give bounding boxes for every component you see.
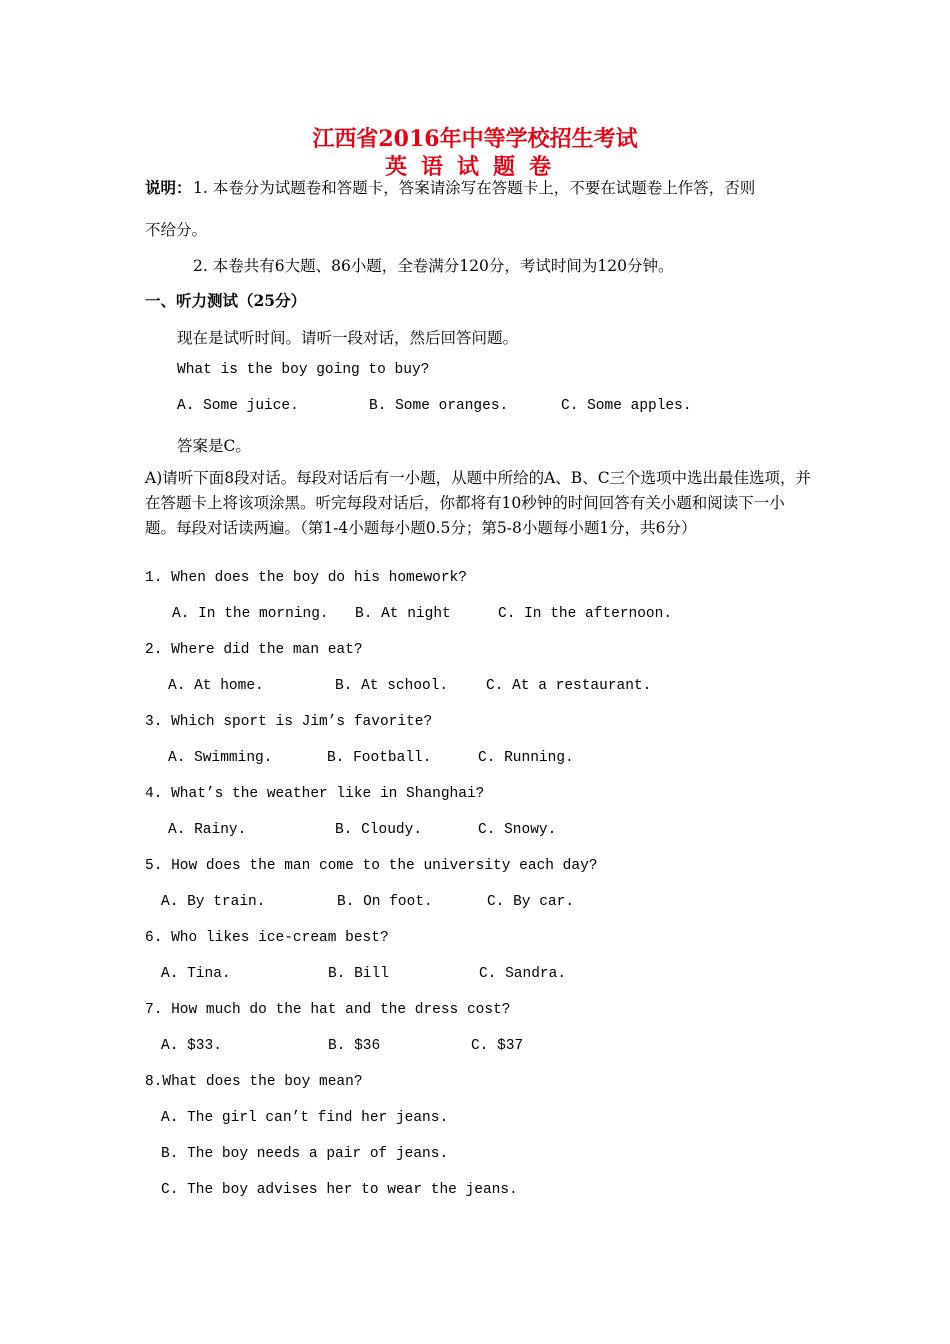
option: C. In the afternoon. — [498, 606, 673, 622]
question: 6. Who likes ice-cream best? — [145, 930, 389, 946]
option: B. On foot. — [337, 894, 433, 910]
sample-intro: 现在是试听时间。请听一段对话，然后回答问题。 — [177, 329, 519, 347]
option: B. Cloudy. — [335, 822, 423, 838]
sample-question: What is the boy going to buy? — [177, 362, 430, 378]
exam-title: 江西省2016年中等学校招生考试 — [312, 126, 638, 152]
option: C. Running. — [478, 750, 574, 766]
option: B. The boy needs a pair of jeans. — [161, 1146, 449, 1162]
option: C. At a restaurant. — [486, 678, 652, 694]
exam-subtitle: 英语试题卷 — [384, 154, 565, 180]
option: A. In the morning. — [172, 606, 329, 622]
note-item-1: 1. 本卷分为试题卷和答题卡，答案请涂写在答题卡上，不要在试题卷上作答，否则 — [193, 179, 756, 197]
option: C. $37 — [471, 1038, 524, 1054]
option: A. The girl can’t find her jeans. — [161, 1110, 449, 1126]
option: C. The boy advises her to wear the jeans. — [161, 1182, 518, 1198]
question: 5. How does the man come to the university each day? — [145, 858, 598, 874]
option: B. At night — [355, 606, 451, 622]
option: A. By train. — [161, 894, 266, 910]
option: C. Sandra. — [479, 966, 567, 982]
option: A. Swimming. — [168, 750, 273, 766]
question: 1. When does the boy do his homework? — [145, 570, 467, 586]
option: A. Tina. — [161, 966, 231, 982]
sample-option: C. Some apples. — [561, 398, 692, 414]
option: B. At school. — [335, 678, 449, 694]
option: B. Football. — [327, 750, 432, 766]
section-heading: 一、听力测试（25分） — [145, 291, 307, 310]
option: A. $33. — [161, 1038, 222, 1054]
question: 3. Which sport is Jim’s favorite? — [145, 714, 433, 730]
part-a-instructions: A)请听下面8段对话。每段对话后有一小题，从题中所给的A、B、C三个选项中选出最佳选项，并在答题卡上将该项涂黑。听完每段对话后，你都将有10秒钟的时间回答有关小题和阅读下一小题。每段对话读两遍。（第1-4小题每小题0.5分；第5-8小题每小题1分，共6分） — [145, 469, 812, 537]
sample-option: A. Some juice. — [177, 398, 299, 414]
question: 4. What’s the weather like in Shanghai? — [145, 786, 485, 802]
sample-option: B. Some oranges. — [369, 398, 509, 414]
option: A. At home. — [168, 678, 264, 694]
question: 2. Where did the man eat? — [145, 642, 363, 658]
notes-label: 说明： — [145, 178, 192, 197]
note-item-1-cont: 不给分。 — [145, 221, 208, 239]
note-item-2: 2. 本卷共有6大题、86小题，全卷满分120分，考试时间为120分钟。 — [193, 257, 674, 275]
question: 8.What does the boy mean? — [145, 1074, 363, 1090]
option: B. Bill — [328, 966, 389, 982]
option: B. $36 — [328, 1038, 381, 1054]
question: 7. How much do the hat and the dress cost? — [145, 1002, 511, 1018]
sample-answer: 答案是C。 — [177, 437, 251, 455]
option: C. By car. — [487, 894, 575, 910]
option: A. Rainy. — [168, 822, 247, 838]
option: C. Snowy. — [478, 822, 557, 838]
